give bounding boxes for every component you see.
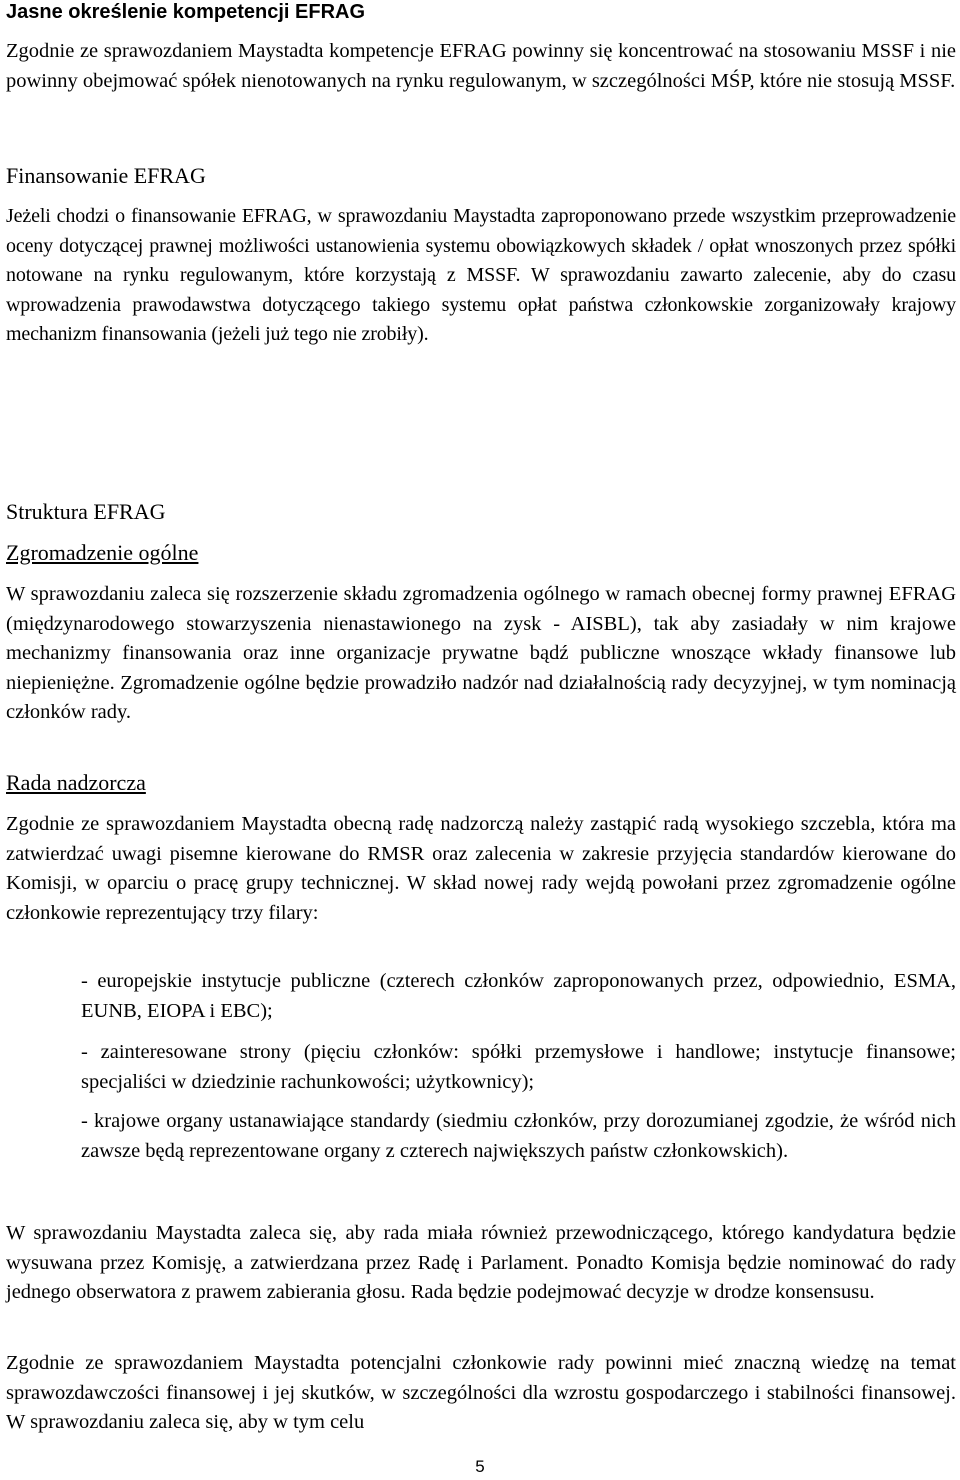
list-item-pillar-public: - europejskie instytucje publiczne (czterech członków zaproponowanych przez, odpowiednio, ESMA, EUNB, EIOPA i EBC);	[81, 970, 956, 1022]
heading-competence: Jasne określenie kompetencji EFRAG	[6, 1, 366, 23]
heading-financing: Finansowanie EFRAG	[6, 163, 206, 188]
page-number: 5	[475, 1457, 485, 1476]
paragraph-financing: Jeżeli chodzi o finansowanie EFRAG, w sprawozdaniu Maystadta zaproponowano przede wszystkim przeprowadzenie oceny dotyczącej prawnej możliwości ustanowienia systemu obowiązkowych składek / opłat wnoszonych przez spółki notowane na rynku regulowanym, które korzystają z MSSF. W sprawozdaniu zawarto zalecenie, aby do czasu wprowadzenia prawodawstwa dotyczącego takiego systemu opłat państwa członkowskie zorganizowały krajowy mechanizm finansowania (jeżeli już tego nie zrobiły).	[6, 205, 956, 345]
heading-structure: Struktura EFRAG	[6, 499, 166, 524]
subheading-supervisory-board: Rada nadzorcza	[6, 770, 146, 795]
paragraph-competence: Zgodnie ze sprawozdaniem Maystadta kompetencje EFRAG powinny się koncentrować na stosowaniu MSSF i nie powinny obejmować spółek nienotowanych na rynku regulowanym, w szczególności MŚP, które nie stosują MSSF.	[6, 40, 956, 92]
subheading-general-assembly: Zgromadzenie ogólne	[6, 540, 199, 565]
paragraph-chair: W sprawozdaniu Maystadta zaleca się, aby rada miała również przewodniczącego, którego kandydatura będzie wysuwana przez Komisję, a zatwierdzana przez Radę i Parlament. Ponadto Komisja będzie nominować do rady jednego obserwatora z prawem zabierania głosu. Rada będzie podejmować decyzje w drodze konsensusu.	[6, 1222, 956, 1303]
list-item-pillar-stakeholders: - zainteresowane strony (pięciu członków: spółki przemysłowe i handlowe; instytucje finansowe; specjaliści w dziedzinie rachunkowości; użytkownicy);	[81, 1041, 956, 1093]
paragraph-knowledge: Zgodnie ze sprawozdaniem Maystadta potencjalni członkowie rady powinni mieć znaczną wiedzę na temat sprawozdawczości finansowej i jej skutków, w szczególności dla wzrostu gospodarczego i stabilności finansowej. W sprawozdaniu zaleca się, aby w tym celu	[6, 1352, 956, 1433]
paragraph-general-assembly: W sprawozdaniu zaleca się rozszerzenie składu zgromadzenia ogólnego w ramach obecnej formy prawnej EFRAG (międzynarodowego stowarzyszenia nienastawionego na zysk - AISBL), tak aby zasiadały w nim krajowe mechanizmy finansowania oraz inne organizacje prywatne bądź publiczne wnoszące wkłady finansowe lub niepieniężne. Zgromadzenie ogólne będzie prowadziło nadzór nad działalnością rady decyzyjnej, w tym nominacją członków rady.	[6, 583, 956, 723]
list-item-pillar-national: - krajowe organy ustanawiające standardy (siedmiu członków, przy dorozumianej zgodzie, że wśród nich zawsze będą reprezentowane organy z czterech największych państw członkowskich).	[81, 1110, 956, 1162]
paragraph-supervisory-board: Zgodnie ze sprawozdaniem Maystadta obecną radę nadzorczą należy zastąpić radą wysokiego szczebla, która ma zatwierdzać uwagi pisemne kierowane do RMSR oraz zalecenia w zakresie przyjęcia standardów kierowane do Komisji, w oparciu o pracę grupy technicznej. W skład nowej rady wejdą powołani przez zgromadzenie ogólne członkowie reprezentujący trzy filary:	[6, 813, 956, 924]
